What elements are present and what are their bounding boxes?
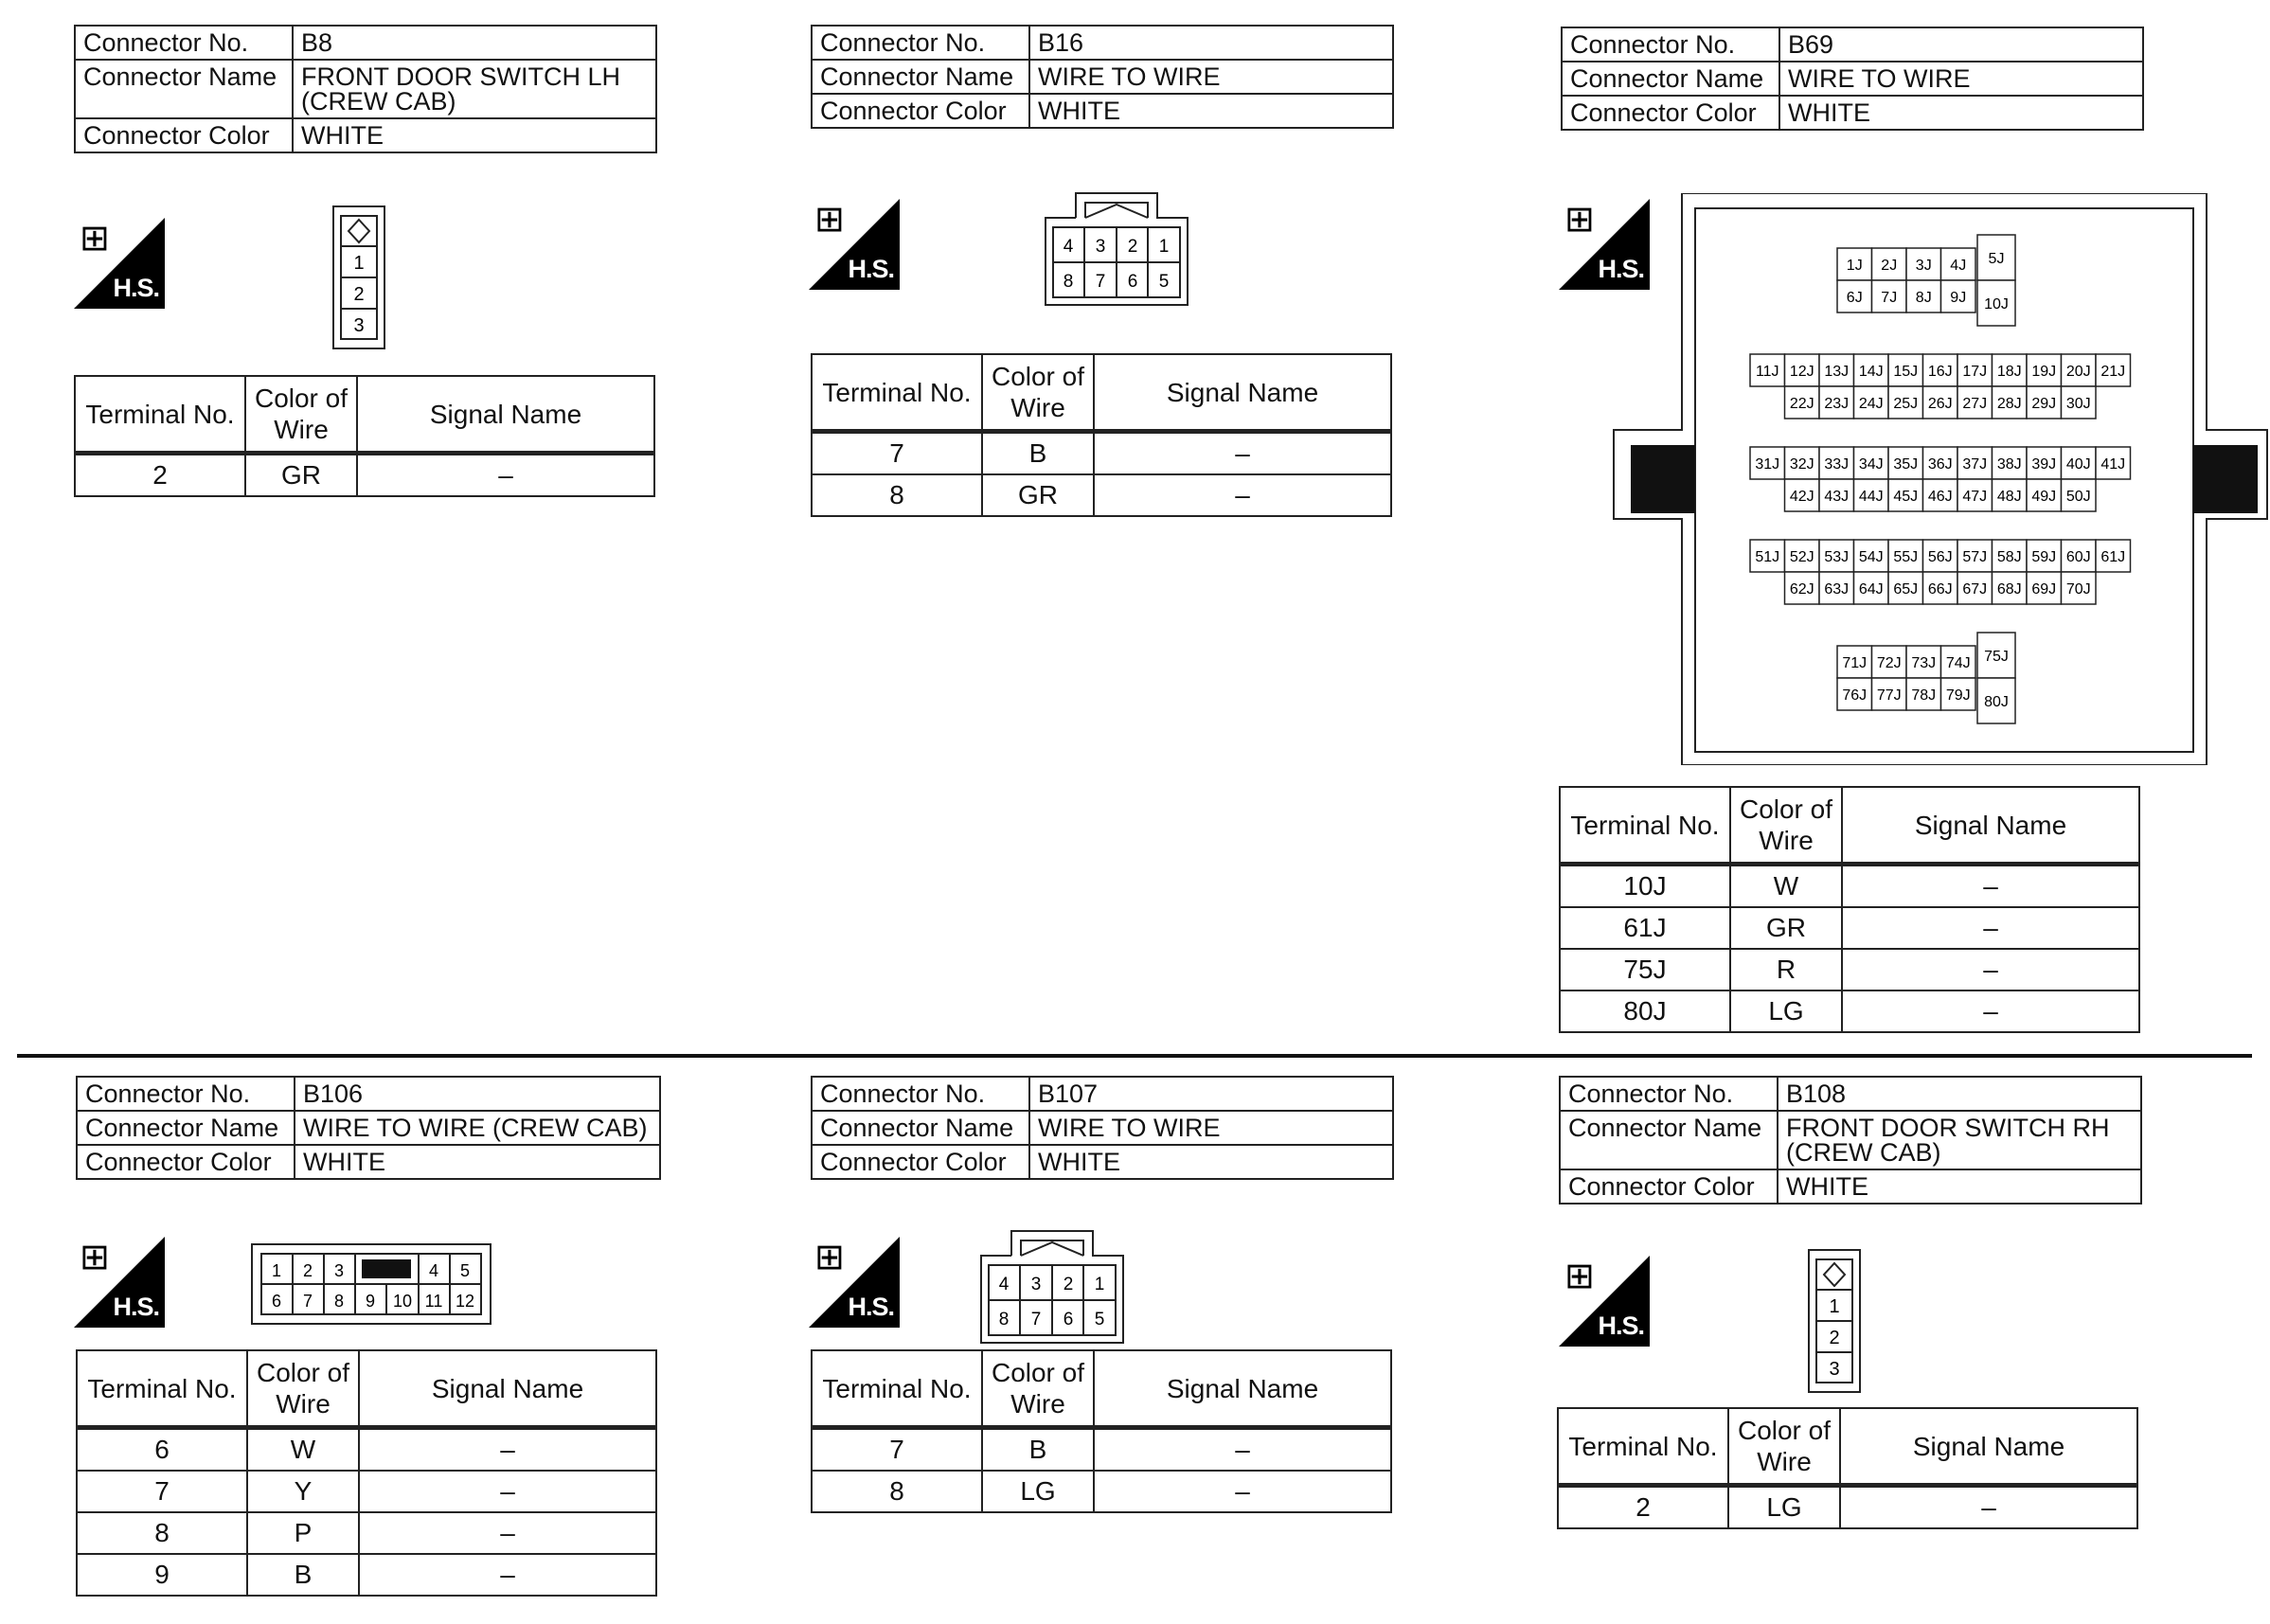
pin-44J: 44J bbox=[1858, 489, 1884, 505]
hs-label: H.S. bbox=[113, 1293, 159, 1321]
terminal-no: 8 bbox=[77, 1512, 247, 1554]
pin-32J: 32J bbox=[1789, 456, 1814, 473]
connector-no-label: Connector No. bbox=[77, 1077, 295, 1111]
pin-27J: 27J bbox=[1962, 396, 1988, 412]
connector-name-value bbox=[1778, 1111, 2141, 1169]
pin-9J: 9J bbox=[1950, 290, 1967, 306]
pin-8J: 8J bbox=[1915, 290, 1932, 306]
connector-b69 bbox=[1561, 27, 2144, 131]
connector-no-value: B107 bbox=[1029, 1077, 1393, 1111]
connector-info-table bbox=[76, 1076, 661, 1180]
pin-28J: 28J bbox=[1996, 396, 2022, 412]
pin-69J: 69J bbox=[2031, 581, 2057, 598]
pin-1: 1 bbox=[1158, 237, 1170, 257]
pin-45J: 45J bbox=[1893, 489, 1919, 505]
connector-b8 bbox=[74, 25, 657, 153]
connector-color-label: Connector Color bbox=[812, 94, 1029, 128]
connector-name-label: Connector Name bbox=[812, 60, 1029, 94]
table-row bbox=[812, 1471, 1391, 1512]
terminal-table-b106 bbox=[76, 1349, 657, 1597]
pin-2: 2 bbox=[1829, 1328, 1840, 1348]
wire-color: R bbox=[1730, 949, 1842, 990]
connector-color-label: Connector Color bbox=[75, 118, 293, 152]
header-signal-name: Signal Name bbox=[357, 376, 654, 454]
connector-color-label: Connector Color bbox=[1560, 1169, 1778, 1204]
connector-info-table bbox=[811, 1076, 1394, 1180]
terminal-no: 6 bbox=[77, 1428, 247, 1472]
wire-color: W bbox=[1730, 865, 1842, 908]
table-row bbox=[77, 1554, 656, 1596]
pin-65J: 65J bbox=[1893, 581, 1919, 598]
table-row bbox=[812, 474, 1391, 516]
pin-17J: 17J bbox=[1962, 364, 1988, 380]
connector-name-label: Connector Name bbox=[75, 60, 293, 118]
connector-info-table bbox=[811, 25, 1394, 129]
pin-62J: 62J bbox=[1789, 581, 1814, 598]
pin-3: 3 bbox=[1095, 237, 1106, 257]
signal-name: – bbox=[1842, 865, 2139, 908]
header-terminal-no: Terminal No. bbox=[1558, 1408, 1728, 1486]
wire-color: W bbox=[247, 1428, 359, 1472]
terminal-no: 8 bbox=[812, 1471, 982, 1512]
connector-no-label: Connector No. bbox=[1560, 1077, 1778, 1111]
pin-55J: 55J bbox=[1893, 549, 1919, 565]
hs-label: H.S. bbox=[1598, 1312, 1644, 1340]
pin-8: 8 bbox=[998, 1310, 1010, 1330]
pin-71J: 71J bbox=[1842, 655, 1868, 671]
table-row bbox=[77, 1471, 656, 1512]
pin-77J: 77J bbox=[1876, 687, 1902, 704]
pin-51J: 51J bbox=[1755, 549, 1780, 565]
pin-1: 1 bbox=[353, 253, 365, 274]
connector-color-value: WHITE bbox=[295, 1145, 660, 1179]
pin-6: 6 bbox=[1063, 1310, 1074, 1330]
connector-name-value: WIRE TO WIRE bbox=[1029, 1111, 1393, 1145]
pin-31J: 31J bbox=[1755, 456, 1780, 473]
pin-4: 4 bbox=[428, 1261, 439, 1280]
section-divider bbox=[17, 1054, 2252, 1058]
pin-10: 10 bbox=[392, 1292, 413, 1311]
pin-40J: 40J bbox=[2065, 456, 2091, 473]
connector-no-value: B8 bbox=[293, 26, 656, 60]
pin-18J: 18J bbox=[1996, 364, 2022, 380]
connector-face-b108 bbox=[1807, 1248, 1864, 1396]
terminal-no: 7 bbox=[812, 432, 982, 475]
signal-name: – bbox=[1842, 990, 2139, 1032]
signal-name: – bbox=[1094, 432, 1391, 475]
connector-no-label: Connector No. bbox=[812, 1077, 1029, 1111]
table-row bbox=[77, 1428, 656, 1472]
hs-label: H.S. bbox=[848, 255, 894, 283]
pin-7J: 7J bbox=[1881, 290, 1898, 306]
pin-5: 5 bbox=[1094, 1310, 1105, 1330]
pin-72J: 72J bbox=[1876, 655, 1902, 671]
terminal-table-b107 bbox=[811, 1349, 1392, 1513]
terminal-no: 80J bbox=[1560, 990, 1730, 1032]
pin-36J: 36J bbox=[1927, 456, 1953, 473]
pin-5: 5 bbox=[459, 1261, 471, 1280]
pin-1J: 1J bbox=[1846, 258, 1863, 274]
terminal-table-b16 bbox=[811, 353, 1392, 517]
connector-color-value: WHITE bbox=[293, 118, 656, 152]
connector-face-b16 bbox=[1042, 189, 1191, 309]
pin-8: 8 bbox=[1063, 272, 1074, 292]
pin-23J: 23J bbox=[1824, 396, 1850, 412]
connector-no-value: B69 bbox=[1779, 27, 2143, 62]
pin-30J: 30J bbox=[2065, 396, 2091, 412]
pin-49J: 49J bbox=[2031, 489, 2057, 505]
connector-name-value: WIRE TO WIRE (CREW CAB) bbox=[295, 1111, 660, 1145]
pin-61J: 61J bbox=[2100, 549, 2126, 565]
pin-57J: 57J bbox=[1962, 549, 1988, 565]
connector-name-value bbox=[293, 60, 656, 118]
harness-side-badge bbox=[809, 1237, 900, 1328]
pin-20J: 20J bbox=[2065, 364, 2091, 380]
connector-color-value: WHITE bbox=[1779, 96, 2143, 130]
pin-42J: 42J bbox=[1789, 489, 1814, 505]
pin-48J: 48J bbox=[1996, 489, 2022, 505]
pin-37J: 37J bbox=[1962, 456, 1988, 473]
pin-59J: 59J bbox=[2031, 549, 2057, 565]
connector-icon: ⊞ bbox=[814, 200, 845, 240]
table-row bbox=[1560, 949, 2139, 990]
terminal-table-b69 bbox=[1559, 786, 2140, 1033]
signal-name: – bbox=[1094, 1428, 1391, 1472]
pin-1: 1 bbox=[1829, 1296, 1840, 1317]
pin-68J: 68J bbox=[1996, 581, 2022, 598]
pin-29J: 29J bbox=[2031, 396, 2057, 412]
connector-icon: ⊞ bbox=[814, 1238, 845, 1277]
pin-19J: 19J bbox=[2031, 364, 2057, 380]
pin-7: 7 bbox=[302, 1292, 313, 1311]
hs-label: H.S. bbox=[113, 274, 159, 302]
pin-11J: 11J bbox=[1755, 364, 1779, 380]
pin-12J: 12J bbox=[1789, 364, 1814, 380]
pin-63J: 63J bbox=[1824, 581, 1850, 598]
pin-33J: 33J bbox=[1824, 456, 1850, 473]
pin-80J: 80J bbox=[1984, 694, 2009, 710]
header-terminal-no: Terminal No. bbox=[812, 1350, 982, 1428]
connector-info-table bbox=[74, 25, 657, 153]
connector-name-label: Connector Name bbox=[1560, 1111, 1778, 1169]
pin-3: 3 bbox=[353, 315, 365, 336]
header-signal-name: Signal Name bbox=[1842, 787, 2139, 865]
pin-12: 12 bbox=[455, 1292, 475, 1311]
header-terminal-no: Terminal No. bbox=[812, 354, 982, 432]
header-color-of-wire: Color of Wire bbox=[982, 354, 1094, 432]
pin-7: 7 bbox=[1030, 1310, 1042, 1330]
pin-15J: 15J bbox=[1893, 364, 1919, 380]
harness-side-badge bbox=[74, 1237, 165, 1328]
pin-66J: 66J bbox=[1927, 581, 1953, 598]
wire-color: LG bbox=[982, 1471, 1094, 1512]
pin-39J: 39J bbox=[2031, 456, 2057, 473]
signal-name: – bbox=[1094, 1471, 1391, 1512]
terminal-no: 61J bbox=[1560, 907, 1730, 949]
wire-color: Y bbox=[247, 1471, 359, 1512]
table-row bbox=[1560, 907, 2139, 949]
terminal-no: 8 bbox=[812, 474, 982, 516]
pin-10J: 10J bbox=[1984, 296, 2009, 312]
pin-1: 1 bbox=[1094, 1275, 1105, 1294]
pin-3: 3 bbox=[1829, 1359, 1840, 1380]
signal-name: – bbox=[359, 1554, 656, 1596]
pin-2: 2 bbox=[302, 1261, 313, 1280]
connector-info-table bbox=[1561, 27, 2144, 131]
wire-color: GR bbox=[1730, 907, 1842, 949]
harness-side-badge bbox=[74, 218, 165, 309]
connector-no-value: B108 bbox=[1778, 1077, 2141, 1111]
pin-46J: 46J bbox=[1927, 489, 1953, 505]
pin-3J: 3J bbox=[1915, 258, 1932, 274]
pin-78J: 78J bbox=[1911, 687, 1937, 704]
pin-9: 9 bbox=[365, 1292, 376, 1311]
wire-color: LG bbox=[1728, 1486, 1840, 1529]
signal-name: – bbox=[1842, 949, 2139, 990]
pin-3: 3 bbox=[1030, 1275, 1042, 1294]
connector-color-label: Connector Color bbox=[77, 1145, 295, 1179]
header-color-of-wire: Color of Wire bbox=[1728, 1408, 1840, 1486]
header-color-of-wire: Color of Wire bbox=[245, 376, 357, 454]
connector-name-line1: FRONT DOOR SWITCH LH bbox=[301, 62, 620, 91]
header-terminal-no: Terminal No. bbox=[75, 376, 245, 454]
table-row bbox=[812, 1428, 1391, 1472]
pin-1: 1 bbox=[271, 1261, 282, 1280]
pin-43J: 43J bbox=[1824, 489, 1850, 505]
terminal-table-b8 bbox=[74, 375, 655, 497]
pin-2J: 2J bbox=[1881, 258, 1898, 274]
pin-6: 6 bbox=[1127, 272, 1138, 292]
pin-64J: 64J bbox=[1858, 581, 1884, 598]
connector-face-b106 bbox=[250, 1242, 492, 1326]
table-row bbox=[812, 432, 1391, 475]
connector-name-label: Connector Name bbox=[77, 1111, 295, 1145]
wire-color: LG bbox=[1730, 990, 1842, 1032]
header-color-of-wire: Color of Wire bbox=[247, 1350, 359, 1428]
connector-b106 bbox=[76, 1076, 661, 1180]
pin-47J: 47J bbox=[1962, 489, 1988, 505]
connector-name-line1: FRONT DOOR SWITCH RH bbox=[1786, 1114, 2110, 1142]
terminal-no: 7 bbox=[812, 1428, 982, 1472]
pin-50J: 50J bbox=[2065, 489, 2091, 505]
connector-no-label: Connector No. bbox=[75, 26, 293, 60]
connector-no-value: B16 bbox=[1029, 26, 1393, 60]
connector-color-value: WHITE bbox=[1778, 1169, 2141, 1204]
connector-no-label: Connector No. bbox=[812, 26, 1029, 60]
wire-color: B bbox=[982, 432, 1094, 475]
pin-6: 6 bbox=[271, 1292, 282, 1311]
connector-name-label: Connector Name bbox=[812, 1111, 1029, 1145]
connector-face-b69 bbox=[1610, 193, 2269, 765]
pin-25J: 25J bbox=[1893, 396, 1919, 412]
header-color-of-wire: Color of Wire bbox=[982, 1350, 1094, 1428]
signal-name: – bbox=[359, 1428, 656, 1472]
terminal-no: 7 bbox=[77, 1471, 247, 1512]
terminal-table-b108 bbox=[1557, 1407, 2138, 1529]
table-row bbox=[75, 454, 654, 497]
pin-53J: 53J bbox=[1824, 549, 1850, 565]
header-signal-name: Signal Name bbox=[1094, 354, 1391, 432]
wire-color: GR bbox=[982, 474, 1094, 516]
pin-76J: 76J bbox=[1842, 687, 1868, 704]
signal-name: – bbox=[357, 454, 654, 497]
table-row bbox=[1560, 865, 2139, 908]
header-signal-name: Signal Name bbox=[1094, 1350, 1391, 1428]
connector-no-label: Connector No. bbox=[1562, 27, 1779, 62]
connector-face-b107 bbox=[977, 1227, 1127, 1347]
connector-color-value: WHITE bbox=[1029, 94, 1393, 128]
connector-icon: ⊞ bbox=[80, 219, 110, 259]
pin-60J: 60J bbox=[2065, 549, 2091, 565]
connector-name-label: Connector Name bbox=[1562, 62, 1779, 96]
pin-67J: 67J bbox=[1962, 581, 1988, 598]
pin-38J: 38J bbox=[1996, 456, 2022, 473]
wire-color: GR bbox=[245, 454, 357, 497]
pin-16J: 16J bbox=[1927, 364, 1953, 380]
header-signal-name: Signal Name bbox=[1840, 1408, 2137, 1486]
connector-color-value: WHITE bbox=[1029, 1145, 1393, 1179]
terminal-no: 2 bbox=[75, 454, 245, 497]
pin-7: 7 bbox=[1095, 272, 1106, 292]
connector-icon: ⊞ bbox=[1564, 200, 1595, 240]
pin-74J: 74J bbox=[1945, 655, 1971, 671]
pin-4: 4 bbox=[1063, 237, 1074, 257]
pin-56J: 56J bbox=[1927, 549, 1953, 565]
harness-side-badge bbox=[809, 199, 900, 290]
connector-icon: ⊞ bbox=[1564, 1257, 1595, 1296]
connector-color-label: Connector Color bbox=[812, 1145, 1029, 1179]
connector-face-b8 bbox=[331, 205, 388, 352]
table-row bbox=[1560, 990, 2139, 1032]
signal-name: – bbox=[359, 1471, 656, 1512]
connector-name-line2: (CREW CAB) bbox=[301, 87, 456, 116]
pin-79J: 79J bbox=[1945, 687, 1971, 704]
connector-b108 bbox=[1559, 1076, 2142, 1205]
wire-color: P bbox=[247, 1512, 359, 1554]
hs-label: H.S. bbox=[848, 1293, 894, 1321]
pin-21J: 21J bbox=[2100, 364, 2126, 380]
pin-11: 11 bbox=[424, 1292, 443, 1311]
header-terminal-no: Terminal No. bbox=[77, 1350, 247, 1428]
pin-52J: 52J bbox=[1789, 549, 1814, 565]
connector-info-table bbox=[1559, 1076, 2142, 1205]
pin-41J: 41J bbox=[2100, 456, 2126, 473]
pin-2: 2 bbox=[1063, 1275, 1074, 1294]
terminal-no: 10J bbox=[1560, 865, 1730, 908]
signal-name: – bbox=[1842, 907, 2139, 949]
pin-5J: 5J bbox=[1988, 251, 2005, 267]
wire-color: B bbox=[247, 1554, 359, 1596]
header-signal-name: Signal Name bbox=[359, 1350, 656, 1428]
pin-26J: 26J bbox=[1927, 396, 1953, 412]
connector-name-line2: (CREW CAB) bbox=[1786, 1138, 1941, 1167]
connector-b16 bbox=[811, 25, 1394, 129]
terminal-no: 75J bbox=[1560, 949, 1730, 990]
pin-34J: 34J bbox=[1858, 456, 1884, 473]
pin-2: 2 bbox=[353, 284, 365, 305]
pin-8: 8 bbox=[333, 1292, 345, 1311]
pin-4J: 4J bbox=[1950, 258, 1967, 274]
wire-color: B bbox=[982, 1428, 1094, 1472]
terminal-no: 2 bbox=[1558, 1486, 1728, 1529]
signal-name: – bbox=[1840, 1486, 2137, 1529]
table-row bbox=[77, 1512, 656, 1554]
hs-label: H.S. bbox=[1598, 255, 1644, 283]
table-row bbox=[1558, 1486, 2137, 1529]
signal-name: – bbox=[359, 1512, 656, 1554]
connector-name-value: WIRE TO WIRE bbox=[1779, 62, 2143, 96]
pin-22J: 22J bbox=[1789, 396, 1814, 412]
connector-b107 bbox=[811, 1076, 1394, 1180]
connector-no-value: B106 bbox=[295, 1077, 660, 1111]
pin-2: 2 bbox=[1127, 237, 1138, 257]
pin-54J: 54J bbox=[1858, 549, 1884, 565]
pin-24J: 24J bbox=[1858, 396, 1884, 412]
pin-75J: 75J bbox=[1984, 649, 2009, 665]
pin-35J: 35J bbox=[1893, 456, 1919, 473]
pin-14J: 14J bbox=[1858, 364, 1884, 380]
connector-icon: ⊞ bbox=[80, 1238, 110, 1277]
header-terminal-no: Terminal No. bbox=[1560, 787, 1730, 865]
pin-13J: 13J bbox=[1824, 364, 1850, 380]
pin-5: 5 bbox=[1158, 272, 1170, 292]
signal-name: – bbox=[1094, 474, 1391, 516]
pin-6J: 6J bbox=[1846, 290, 1863, 306]
connector-color-label: Connector Color bbox=[1562, 96, 1779, 130]
pin-73J: 73J bbox=[1911, 655, 1937, 671]
terminal-no: 9 bbox=[77, 1554, 247, 1596]
connector-name-value: WIRE TO WIRE bbox=[1029, 60, 1393, 94]
pin-3: 3 bbox=[333, 1261, 345, 1280]
harness-side-badge bbox=[1559, 1256, 1650, 1347]
pin-4: 4 bbox=[998, 1275, 1010, 1294]
pin-58J: 58J bbox=[1996, 549, 2022, 565]
pin-70J: 70J bbox=[2065, 581, 2091, 598]
header-color-of-wire: Color of Wire bbox=[1730, 787, 1842, 865]
